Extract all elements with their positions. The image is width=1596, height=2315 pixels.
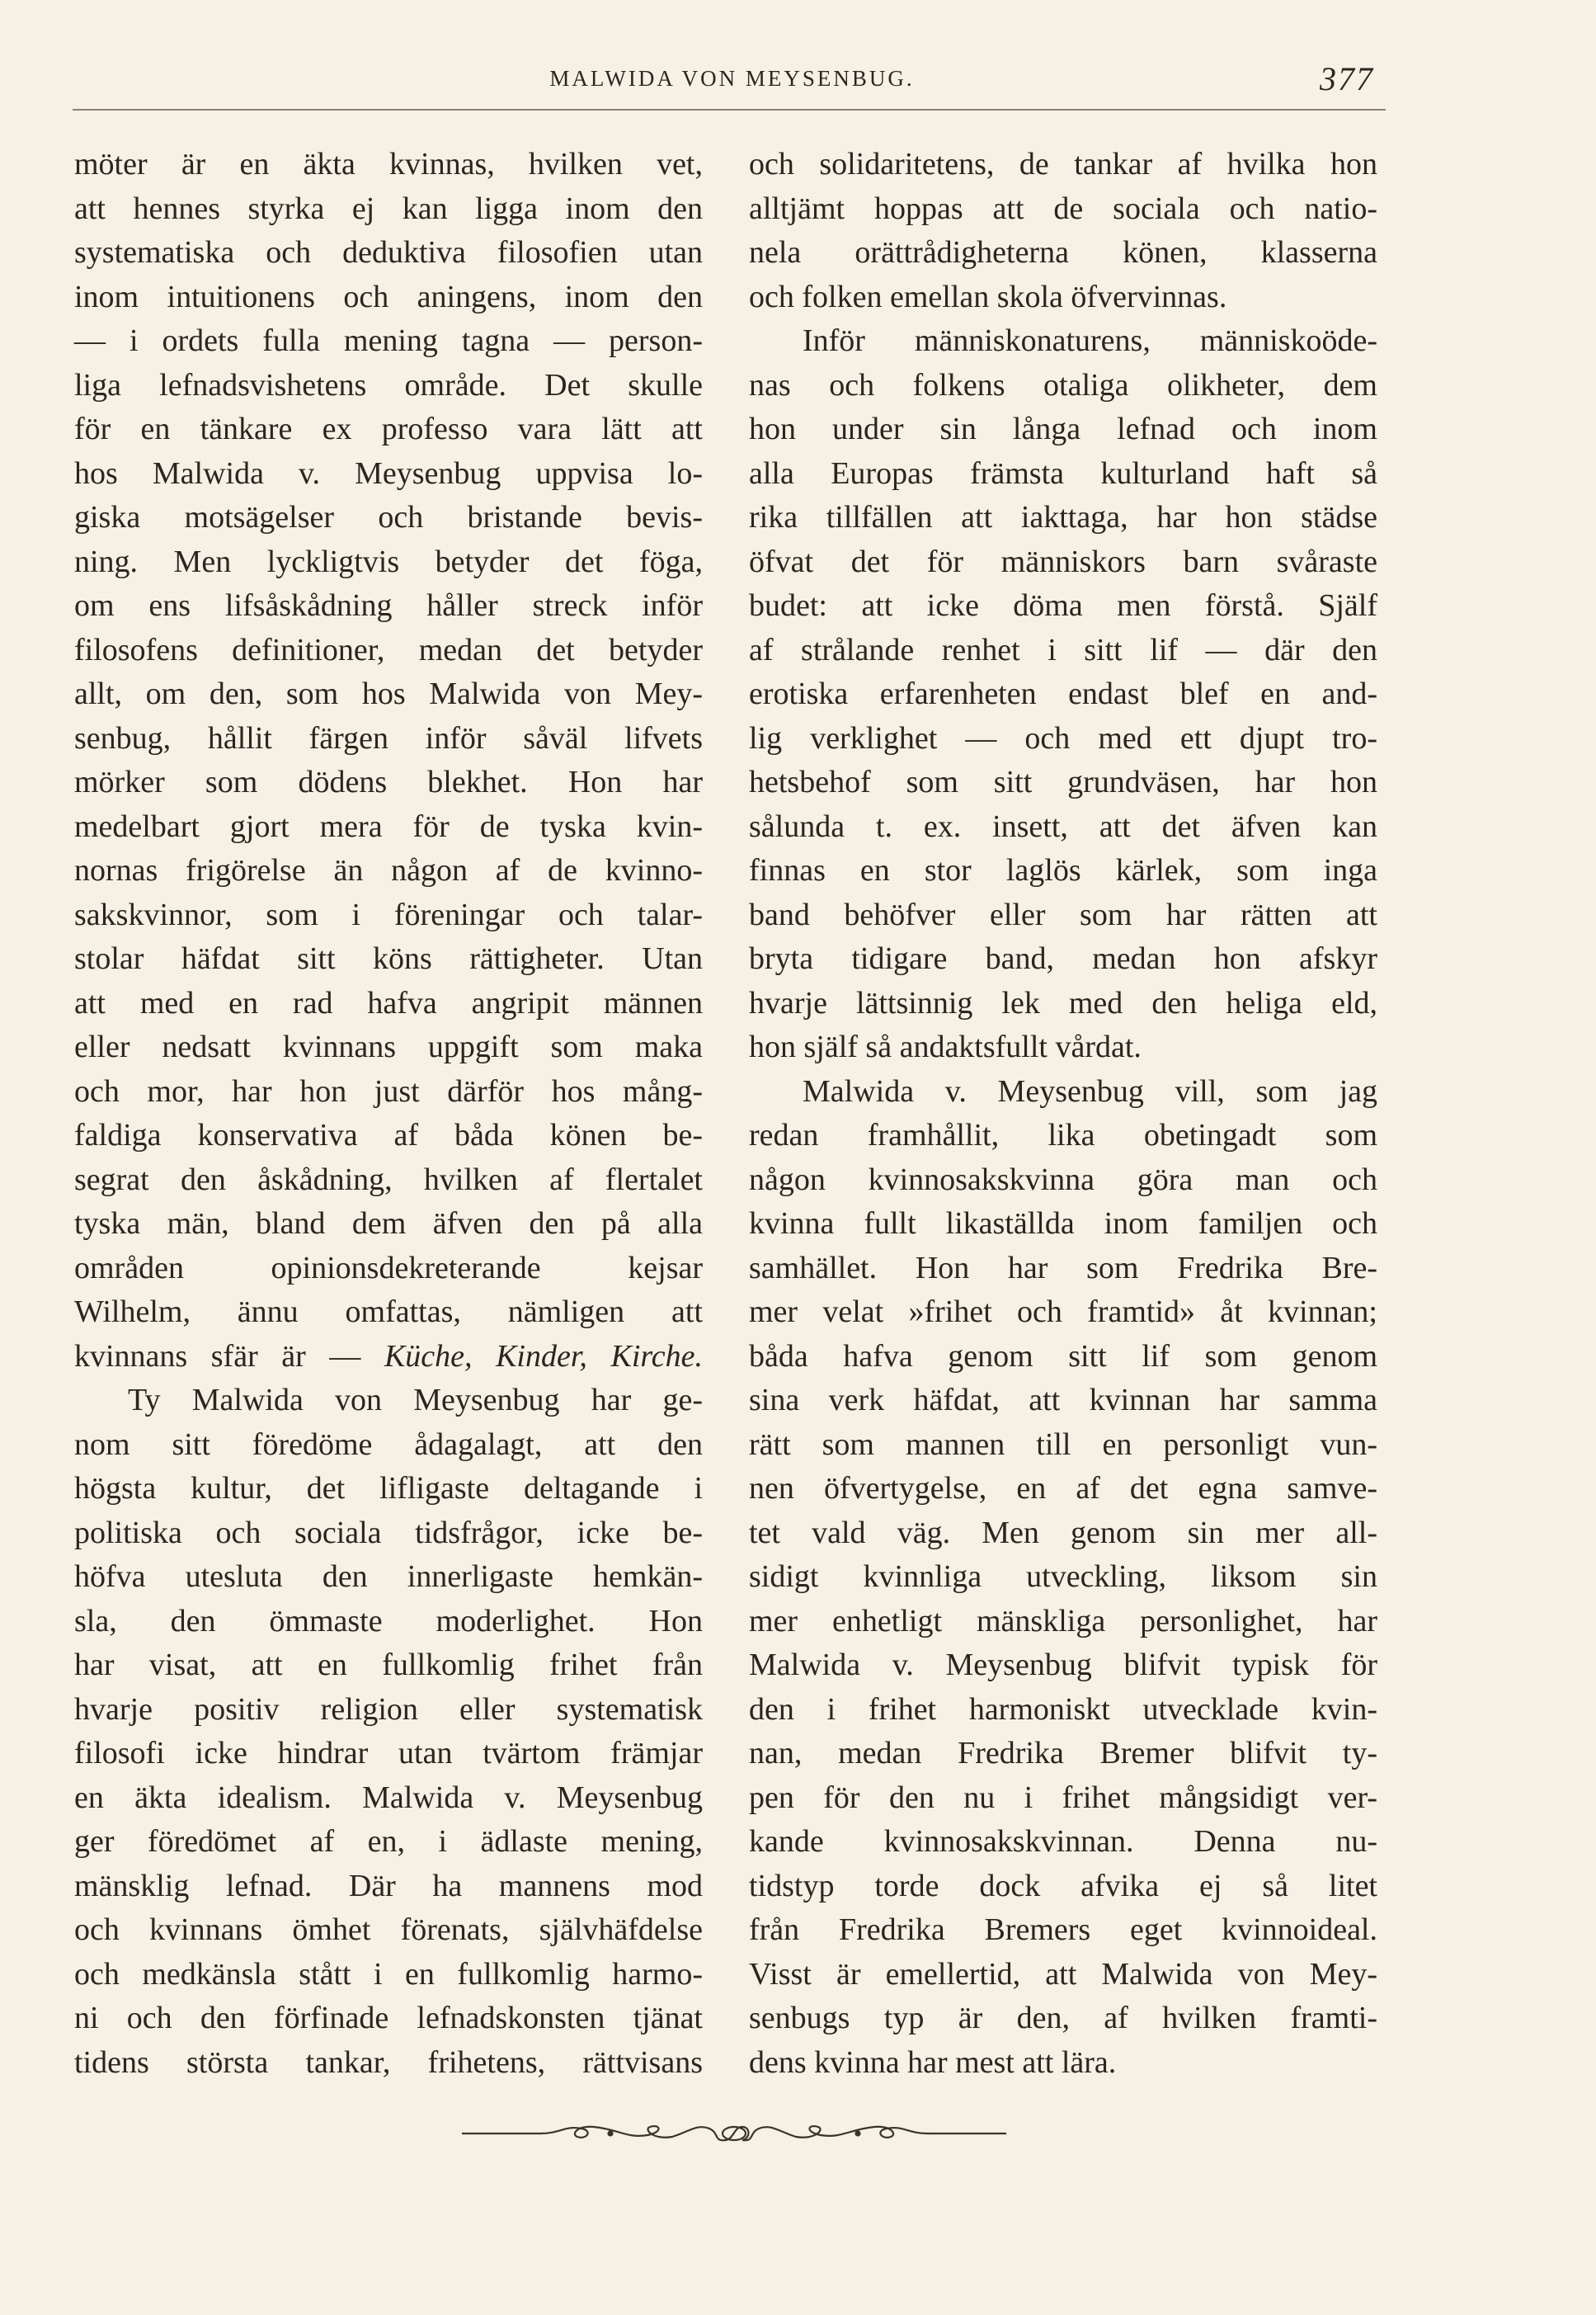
- text-line: sakskvinnor, som i föreningar och talar-: [74, 897, 703, 932]
- text-line: hvarje positiv religion eller systematisk: [74, 1691, 703, 1727]
- text-line: rika tillfällen att iakttaga, har hon städse: [749, 500, 1377, 535]
- text-line: nom sitt föredöme ådagalagt, att den: [74, 1426, 703, 1462]
- text-line: någon kvinnosakskvinna göra man och: [749, 1162, 1377, 1197]
- text-line: rätt som mannen till en personligt vun-: [749, 1426, 1377, 1462]
- text-line: finnas en stor laglös kärlek, som inga: [749, 853, 1377, 888]
- text-line: och solidaritetens, de tankar af hvilka hon: [749, 147, 1377, 182]
- text-line: ning. Men lyckligtvis betyder det föga,: [74, 544, 703, 579]
- text-line: pen för den nu i frihet mångsidigt ver-: [749, 1780, 1377, 1815]
- text-line: sålunda t. ex. insett, att det äfven kan: [749, 809, 1377, 844]
- paragraph-first-line: Inför människonaturens, människoöde-: [803, 323, 1377, 358]
- text-line: lig verklighet — och med ett djupt tro-: [749, 720, 1377, 756]
- text-line: inom intuitionens och aningens, inom den: [74, 279, 703, 314]
- text-line: den i frihet harmoniskt utvecklade kvin-: [749, 1691, 1377, 1727]
- text-line: och kvinnans ömhet förenats, självhäfdelse: [74, 1912, 703, 1947]
- text-line: nas och folkens otaliga olikheter, dem: [749, 367, 1377, 403]
- text-line: Visst är emellertid, att Malwida von Mey-: [749, 1956, 1377, 1992]
- text-line: högsta kultur, det lifligaste deltagande i: [74, 1471, 703, 1506]
- text-fragment: kvinnans sfär är —: [74, 1338, 361, 1374]
- text-line: mer enhetligt mänskliga personlighet, har: [749, 1603, 1377, 1638]
- text-line: filosofi icke hindrar utan tvärtom främjar: [74, 1736, 703, 1770]
- text-line: båda hafva genom sitt lif som genom: [749, 1338, 1377, 1374]
- text-line: nela orättrådigheterna könen, klasserna: [749, 235, 1377, 270]
- text-line: en äkta idealism. Malwida v. Meysenbug: [74, 1780, 703, 1815]
- text-line: Malwida v. Meysenbug blifvit typisk för: [749, 1648, 1377, 1682]
- text-line: har visat, att en fullkomlig frihet från: [74, 1648, 703, 1682]
- text-line: områden opinionsdekreterande kejsar: [74, 1250, 703, 1285]
- ornament-dot-left: [609, 2132, 613, 2136]
- text-line: tidens största tankar, frihetens, rättvisans: [74, 2044, 703, 2080]
- text-line: att hennes styrka ej kan ligga inom den: [74, 191, 703, 226]
- text-line: kvinna fullt likaställda inom familjen och: [749, 1206, 1377, 1241]
- text-line: ni och den förfinade lefnadskonsten tjänat: [74, 2001, 703, 2035]
- text-line: eller nedsatt kvinnans uppgift som maka: [74, 1030, 703, 1064]
- text-line: af strålande renhet i sitt lif — där den: [749, 632, 1377, 667]
- text-line: stolar häfdat sitt köns rättigheter. Utan: [74, 941, 703, 976]
- text-line: — i ordets fulla mening tagna — person-: [74, 323, 703, 358]
- tailpiece-ornament-icon: [462, 2117, 1006, 2150]
- text-line: om ens lifsåskådning håller streck inför: [74, 588, 703, 623]
- text-line: samhället. Hon har som Fredrika Bre-: [749, 1250, 1377, 1285]
- header-rule: [73, 109, 1386, 111]
- text-line: nornas frigörelse än någon af de kvinno-: [74, 853, 703, 888]
- italic-phrase: Küche, Kinder, Kirche.: [384, 1338, 703, 1374]
- text-line: nan, medan Fredrika Bremer blifvit ty-: [749, 1736, 1377, 1770]
- text-line: senbugs typ är den, af hvilken framti-: [749, 2001, 1377, 2035]
- text-line: mer velat »frihet och framtid» åt kvinnan;: [749, 1294, 1377, 1329]
- text-line: allt, om den, som hos Malwida von Mey-: [74, 677, 703, 711]
- paragraph-first-line: Malwida v. Meysenbug vill, som jag: [803, 1073, 1377, 1109]
- text-line: tet vald väg. Men genom sin mer all-: [749, 1515, 1377, 1550]
- text-line: giska motsägelser och bristande bevis-: [74, 500, 703, 535]
- text-line: och mor, har hon just därför hos mång-: [74, 1073, 703, 1109]
- text-line: ger föredömet af en, i ädlaste mening,: [74, 1824, 703, 1859]
- text-line: sidigt kvinnliga utveckling, liksom sin: [749, 1559, 1377, 1594]
- text-line: hvarje lättsinnig lek med den heliga eld,: [749, 985, 1377, 1021]
- text-line: mörker som dödens blekhet. Hon har: [74, 765, 703, 799]
- text-line: hetsbehof som sitt grundväsen, har hon: [749, 765, 1377, 799]
- ornament-scroll-left: [540, 2126, 672, 2138]
- right-column: [749, 143, 1377, 2085]
- page-number: 377: [1320, 60, 1374, 97]
- paragraph-last-line: dens kvinna har mest att lära.: [749, 2044, 1117, 2080]
- text-line: alltjämt hoppas att de sociala och natio-: [749, 191, 1377, 226]
- text-line: Wilhelm, ännu omfattas, nämligen att: [74, 1294, 703, 1329]
- text-line: sina verk häfdat, att kvinnan har samma: [749, 1383, 1377, 1417]
- text-line: alla Europas främsta kulturland haft så: [749, 455, 1377, 491]
- text-line: budet: att icke döma men förstå. Själf: [749, 588, 1377, 623]
- text-line: tidstyp torde dock afvika ej så litet: [749, 1868, 1377, 1903]
- paragraph-last-line: och folken emellan skola öfvervinnas.: [749, 279, 1227, 314]
- text-line: politiska och sociala tidsfrågor, icke be-: [74, 1515, 703, 1550]
- text-line: öfvat det för människors barn svåraste: [749, 544, 1377, 579]
- text-line: och medkänsla stått i en fullkomlig harmo-: [74, 1956, 703, 1992]
- text-line: möter är en äkta kvinnas, hvilken vet,: [74, 147, 703, 182]
- text-line: hon under sin långa lefnad och inom: [749, 412, 1377, 446]
- text-line: liga lefnadsvishetens område. Det skulle: [74, 367, 703, 403]
- text-line: faldiga konservativa af båda könen be-: [74, 1118, 703, 1153]
- text-line: senbug, hållit färgen inför såväl lifvets: [74, 720, 703, 756]
- text-line: band behöfver eller som har rätten att: [749, 897, 1377, 932]
- text-line: systematiska och deduktiva filosofien utan: [74, 235, 703, 270]
- text-line: medelbart gjort mera för de tyska kvin-: [74, 809, 703, 844]
- text-line: höfva utesluta den innerligaste hemkän-: [74, 1559, 703, 1594]
- text-line: segrat den åskådning, hvilken af flertalet: [74, 1162, 703, 1197]
- text-line: kande kvinnosakskvinnan. Denna nu-: [749, 1824, 1377, 1859]
- text-line: bryta tidigare band, medan hon afskyr: [749, 941, 1377, 976]
- ornament-center: [672, 2127, 796, 2140]
- text-line: filosofens definitioner, medan det betyder: [74, 632, 703, 667]
- text-line: från Fredrika Bremers eget kvinnoideal.: [749, 1912, 1377, 1947]
- text-line: redan framhållit, lika obetingadt som: [749, 1118, 1377, 1153]
- left-column: [74, 143, 703, 2085]
- text-line-with-emphasis: [74, 1335, 703, 1379]
- ornament-scroll-right: [796, 2126, 928, 2138]
- text-line: sla, den ömmaste moderlighet. Hon: [74, 1603, 703, 1638]
- ornament-dot-right: [856, 2132, 860, 2136]
- running-head-title: MALWIDA VON MEYSENBUG.: [549, 66, 915, 91]
- paragraph-last-line: hon själf så andaktsfullt vårdat.: [749, 1030, 1142, 1064]
- text-line: tyska män, bland dem äfven den på alla: [74, 1206, 703, 1241]
- text-line: hos Malwida v. Meysenbug uppvisa lo-: [74, 455, 703, 491]
- text-line: mänsklig lefnad. Där ha mannens mod: [74, 1868, 703, 1903]
- paragraph-first-line: Ty Malwida von Meysenbug har ge-: [128, 1383, 703, 1417]
- text-line: att med en rad hafva angripit männen: [74, 985, 703, 1021]
- text-line: för en tänkare ex professo vara lätt att: [74, 412, 703, 446]
- text-line: nen öfvertygelse, en af det egna samve-: [749, 1471, 1377, 1506]
- text-line: erotiska erfarenheten endast blef en and-: [749, 677, 1377, 711]
